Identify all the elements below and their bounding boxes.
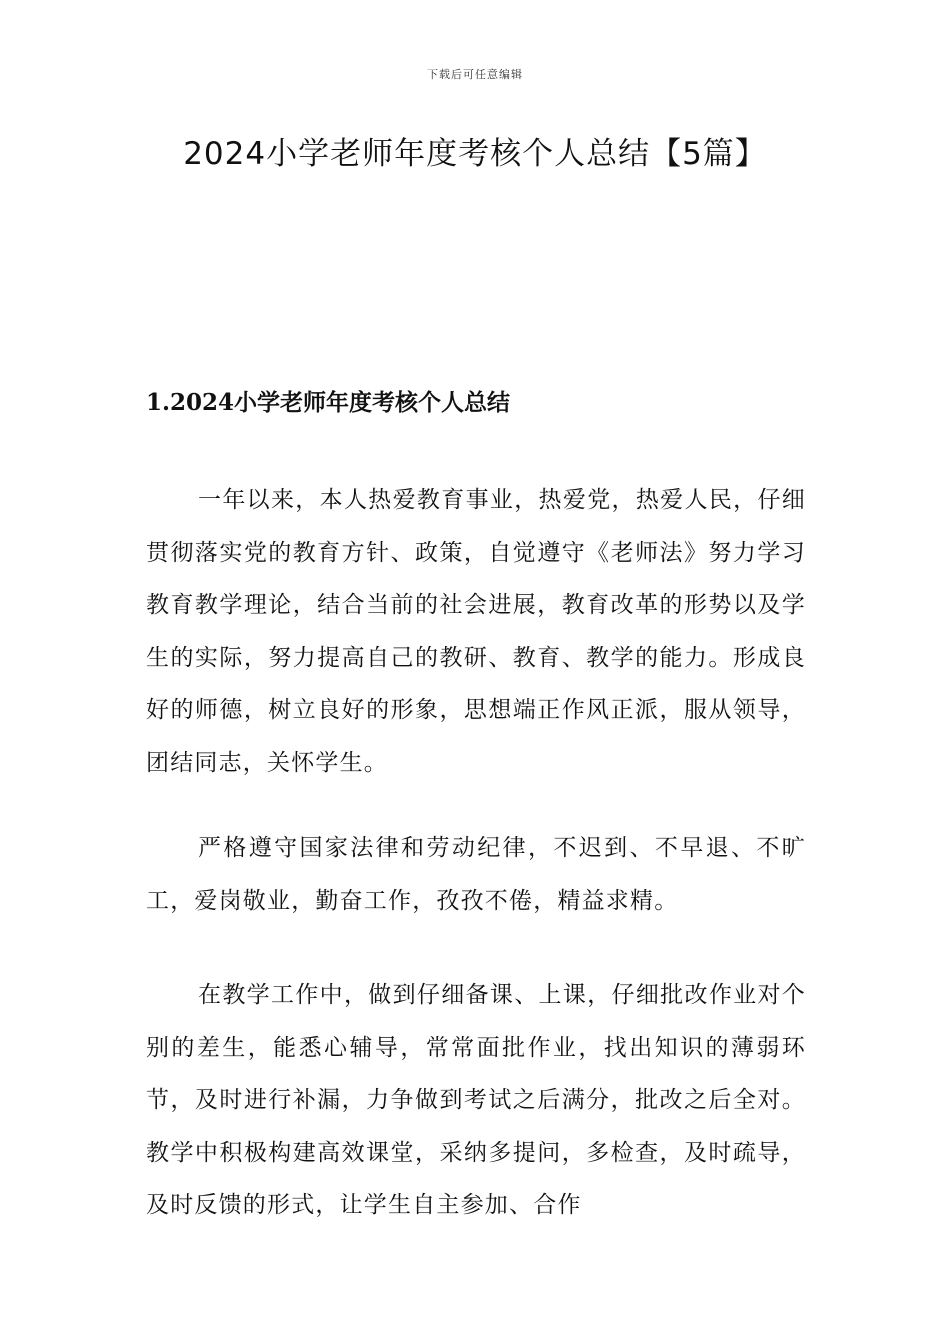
- document-title: 2024小学老师年度考核个人总结【5篇】: [183, 136, 767, 172]
- paragraph-3: 在教学工作中，做到仔细备课、上课，仔细批改作业对个别的差生，能悉心辅导，常常面批作业，找出知识的薄弱环节，及时进行补漏，力争做到考试之后满分，批改之后全对。教学中积极构建高效课堂，采纳多提问，多检查，及时疏导，及时反馈的形式，让学生自主参加、合作: [146, 982, 806, 1218]
- section-heading: 1.2024小学老师年度考核个人总结: [146, 389, 511, 416]
- paragraph-2: 严格遵守国家法律和劳动纪律，不迟到、不早退、不旷工，爱岗敬业，勤奋工作，孜孜不倦，精益求精。: [146, 835, 806, 914]
- paragraph-1: 一年以来，本人热爱教育事业，热爱党，热爱人民，仔细贯彻落实党的教育方针、政策，自觉遵守《老师法》努力学习教育教学理论，结合当前的社会进展，教育改革的形势以及学生的实际，努力提高自己的教研、教育、教学的能力。形成良好的师德，树立良好的形象，思想端正作风正派，服从领导，团结同志，关怀学生。: [146, 487, 806, 776]
- header-note: 下载后可任意编辑: [427, 68, 523, 81]
